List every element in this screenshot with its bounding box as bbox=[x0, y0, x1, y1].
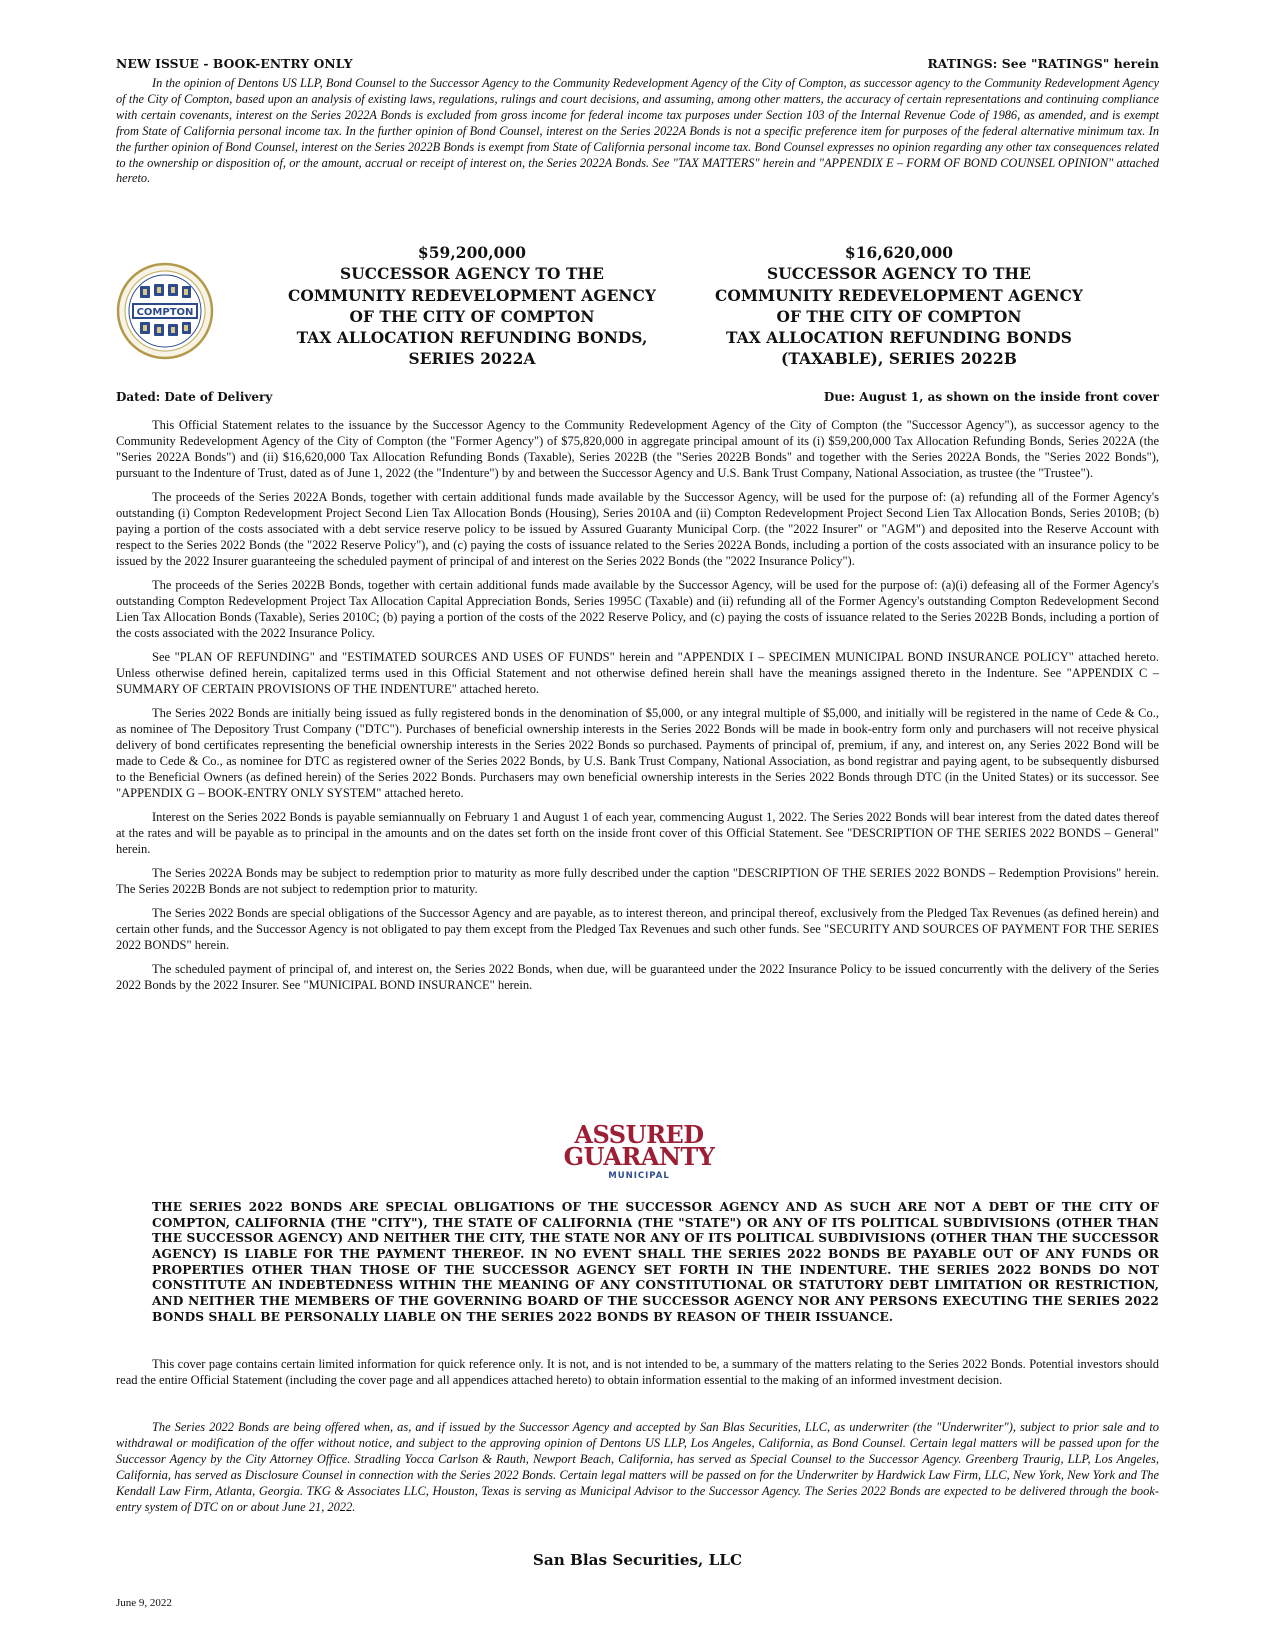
city-of-compton-seal bbox=[116, 262, 214, 360]
series-2022a-line: SUCCESSOR AGENCY TO THE bbox=[340, 265, 604, 284]
quick-reference-notice: This cover page contains certain limited information for quick reference only. It is not, and is not intended to be, a summary of the matters relating to the Series 2022 Bonds. Potential investors should read the entire Official Statement (including the cover page and all appendices attached hereto) to obtain information essential to the making of an informed investment decision. bbox=[116, 1357, 1159, 1388]
paragraph: Interest on the Series 2022 Bonds is payable semiannually on February 1 and August 1 of each year, commencing August 1, 2022. The Series 2022 Bonds will bear interest from the dated dates thereof at the rates and will be payable as to principal in the amounts and on the dates set forth on the inside front cover of this Official Statement. See "DESCRIPTION OF THE SERIES 2022 BONDS – General" herein. bbox=[116, 810, 1159, 857]
seal-text: COMPTON bbox=[136, 307, 194, 318]
seal-icon bbox=[116, 262, 214, 360]
series-2022b-line: COMMUNITY REDEVELOPMENT AGENCY bbox=[714, 286, 1084, 305]
paragraph: The Series 2022 Bonds are special obligations of the Successor Agency and are payable, as to interest thereon, and principal thereof, exclusively from the Pledged Tax Revenues (as defined herein) and certain other funds, and the Successor Agency is not obligated to pay them except from the Pledged Tax Revenues and such other funds. See "SECURITY AND SOURCES OF PAYMENT FOR THE SERIES 2022 BONDS" herein. bbox=[116, 905, 1159, 952]
series-2022a-line: TAX ALLOCATION REFUNDING BONDS, bbox=[296, 329, 648, 348]
logo-line-3: MUNICIPAL bbox=[608, 1171, 670, 1181]
paragraph: The proceeds of the Series 2022B Bonds, together with certain additional funds made available by the Successor Agency, will be used for the purpose of: (a)(i) defeasing all of the Former Agency's outstanding Compton Redevelopment Project Tax Allocation Capital Appreciation Bonds, Series 1995C (Taxable) and (ii) refunding all of the Former Agency's outstanding Compton Redevelopment Second Lien Tax Allocation Bonds (Taxable), Series 2010C; (b) paying a portion of the costs of the 2022 Reserve Policy, and (c) paying the costs of issuance related to the Series 2022B Bonds, including a portion of the costs associated with the 2022 Insurance Policy. bbox=[116, 578, 1159, 641]
issue-type-label: NEW ISSUE - BOOK-ENTRY ONLY bbox=[116, 56, 353, 71]
series-2022a-line: SERIES 2022A bbox=[408, 350, 536, 369]
series-2022b-line: (TAXABLE), SERIES 2022B bbox=[781, 350, 1017, 369]
body-text bbox=[116, 417, 1159, 1001]
special-obligations-notice: THE SERIES 2022 BONDS ARE SPECIAL OBLIGATIONS OF THE SUCCESSOR AGENCY AND AS SUCH ARE NOT A DEBT OF THE CITY OF COMPTON, CALIFORNIA (THE "CITY"), THE STATE OF CALIFORNIA (THE "STATE") OR ANY OF ITS POLITICAL SUBDIVISIONS (OTHER THAN THE SUCCESSOR AGENCY) AND NEITHER THE CITY, THE STATE NOR ANY OF ITS POLITICAL SUBDIVISIONS (OTHER THAN THE SUCCESSOR AGENCY) IS LIABLE FOR THE PAYMENT THEREOF. IN NO EVENT SHALL THE SERIES 2022 BONDS BE PAYABLE OUT OF ANY FUNDS OR PROPERTIES OTHER THAN THOSE OF THE SUCCESSOR AGENCY SET FORTH IN THE INDENTURE. THE SERIES 2022 BONDS DO NOT CONSTITUTE AN INDEBTEDNESS WITHIN THE MEANING OF ANY CONSTITUTIONAL OR STATUTORY DEBT LIMITATION OR RESTRICTION, AND NEITHER THE MEMBERS OF THE GOVERNING BOARD OF THE SUCCESSOR AGENCY NOR ANY PERSONS EXECUTING THE SERIES 2022 BONDS SHALL BE PERSONALLY LIABLE ON THE SERIES 2022 BONDS BY REASON OF THEIR ISSUANCE. bbox=[152, 1200, 1159, 1324]
offering-statement: The Series 2022 Bonds are being offered when, as, and if issued by the Successor Agency and accepted by San Blas Securities, LLC, as underwriter (the "Underwriter"), subject to prior sale and to withdrawal or modification of the offer without notice, and subject to the approving opinion of Dentons US LLP, Los Angeles, California, as Bond Counsel. Certain legal matters will be passed upon for the Successor Agency by the City Attorney Office. Stradling Yocca Carlson & Rauth, Newport Beach, California, has served as Special Counsel to the Successor Agency. Greenberg Traurig, LLP, Los Angeles, California, has served as Disclosure Counsel in connection with the Series 2022 Bonds. Certain legal matters will be passed on for the Underwriter by Hardwick Law Firm, LLC, New York, New York and The Kendall Law Firm, Atlanta, Georgia. TKG & Associates LLC, Houston, Texas is serving as Municipal Advisor to the Successor Agency. The Series 2022 Bonds are expected to be delivered through the book-entry system of DTC on or about June 21, 2022. bbox=[116, 1420, 1159, 1514]
series-2022a-line: COMMUNITY REDEVELOPMENT AGENCY bbox=[287, 286, 657, 305]
series-2022a-amount: $59,200,000 bbox=[417, 244, 527, 262]
dated-due-row bbox=[116, 390, 1159, 406]
official-statement-cover bbox=[116, 0, 1159, 1650]
underwriter-name: San Blas Securities, LLC bbox=[532, 1551, 743, 1569]
bond-counsel-opinion: In the opinion of Dentons US LLP, Bond Counsel to the Successor Agency to the Community Redevelopment Agency of the City of Compton, as successor agency to the Community Redevelopment Agency of the City of Compton, based upon an analysis of existing laws, regulations, rulings and court decisions, and assuming, among other matters, the accuracy of certain representations and continuing compliance with certain covenants, interest on the Series 2022A Bonds is excluded from gross income for federal income tax purposes under Section 103 of the Internal Revenue Code of 1986, as amended, and is exempt from State of California personal income tax. In the further opinion of Bond Counsel, interest on the Series 2022A Bonds is not a specific preference item for purposes of the federal alternative minimum tax. In the further opinion of Bond Counsel, interest on the Series 2022B Bonds is exempt from State of California personal income tax. Bond Counsel expresses no opinion regarding any other tax consequences related to the ownership or disposition of, or the amount, accrual or receipt of interest on, the Series 2022A Bonds. See "TAX MATTERS" herein and "APPENDIX E – FORM OF BOND COUNSEL OPINION" attached hereto. bbox=[116, 76, 1159, 186]
series-2022b-amount: $16,620,000 bbox=[844, 244, 954, 262]
series-2022b-line: SUCCESSOR AGENCY TO THE bbox=[767, 265, 1031, 284]
due-label: Due: August 1, as shown on the inside front cover bbox=[823, 390, 1159, 404]
paragraph: The Series 2022 Bonds are initially being issued as fully registered bonds in the denomination of $5,000, or any integral multiple of $5,000, and initially will be registered in the name of Cede & Co., as nominee of The Depository Trust Company ("DTC"). Purchases of beneficial ownership interests in the Series 2022 Bonds will be made in book-entry form only and purchasers will not receive physical delivery of bond certificates representing the beneficial ownership interests in the Series 2022 Bonds so purchased. Payments of principal of, premium, if any, and interest on, any Series 2022 Bond will be made to Cede & Co., as nominee for DTC as registered owner of the Series 2022 Bonds, by U.S. Bank Trust Company, National Association, as bond registrar and paying agent, to be subsequently disbursed to the Beneficial Owners (as defined herein) of the Series 2022 Bonds. Purchasers may own beneficial ownership interests in the Series 2022 Bonds through DTC (in the United States) or its successor. See "APPENDIX G – BOOK-ENTRY ONLY SYSTEM" attached hereto. bbox=[116, 705, 1159, 801]
logo-line-2: GUARANTY bbox=[563, 1142, 715, 1171]
statement-date: June 9, 2022 bbox=[116, 1597, 172, 1609]
series-2022b-title bbox=[699, 243, 1099, 371]
paragraph: This Official Statement relates to the issuance by the Successor Agency to the Community Redevelopment Agency of the City of Compton (the "Successor Agency"), as successor agency to the Community Redevelopment Agency of the City of Compton (the "Former Agency") of $75,820,000 in aggregate principal amount of its (i) $59,200,000 Tax Allocation Refunding Bonds, Series 2022A (the "Series 2022A Bonds") and (ii) $16,620,000 Tax Allocation Refunding Bonds (Taxable), Series 2022B (the "Series 2022B Bonds" and together with the Series 2022A Bonds, the "Series 2022 Bonds"), pursuant to the Indenture of Trust, dated as of June 1, 2022 (the "Indenture") by and between the Successor Agency and U.S. Bank Trust Company, National Association, as trustee (the "Trustee"). bbox=[116, 418, 1159, 481]
paragraph: The scheduled payment of principal of, and interest on, the Series 2022 Bonds, when due, will be guaranteed under the 2022 Insurance Policy to be issued concurrently with the delivery of the Series 2022 Bonds by the 2022 Insurer. See "MUNICIPAL BOND INSURANCE" herein. bbox=[116, 961, 1159, 992]
dated-label: Dated: Date of Delivery bbox=[116, 390, 273, 404]
paragraph: The Series 2022A Bonds may be subject to redemption prior to maturity as more fully described under the caption "DESCRIPTION OF THE SERIES 2022 BONDS – Redemption Provisions" herein. The Series 2022B Bonds are not subject to redemption prior to maturity. bbox=[116, 865, 1159, 896]
series-2022a-title bbox=[272, 243, 672, 371]
header-bar bbox=[116, 56, 1159, 74]
ratings-label: RATINGS: See "RATINGS" herein bbox=[927, 56, 1159, 71]
logo-line-1: ASSURED bbox=[574, 1120, 704, 1149]
series-2022b-line: OF THE CITY OF COMPTON bbox=[776, 307, 1022, 326]
paragraph: The proceeds of the Series 2022A Bonds, together with certain additional funds made available by the Successor Agency, will be used for the purpose of: (a) refunding all of the Former Agency's outstanding (i) Compton Redevelopment Project Second Lien Tax Allocation Bonds (Housing), Series 2010A and (ii) Compton Redevelopment Project Second Lien Tax Allocation Bonds, Series 2010B; (b) paying a portion of the costs associated with a debt service reserve policy to be issued by Assured Guaranty Municipal Corp. (the "2022 Insurer" or "AGM") and deposited into the Reserve Account with respect to the Series 2022 Bonds (the "2022 Reserve Policy"), and (c) paying the costs of issuance related to the Series 2022A Bonds, including a portion of the costs associated with an insurance policy to be issued by the 2022 Insurer guaranteeing the scheduled payment of principal of and interest on the Series 2022 Bonds (the "2022 Insurance Policy"). bbox=[116, 489, 1159, 569]
series-2022a-line: OF THE CITY OF COMPTON bbox=[349, 307, 595, 326]
assured-guaranty-logo bbox=[544, 1120, 734, 1192]
series-2022b-line: TAX ALLOCATION REFUNDING BONDS bbox=[726, 329, 1072, 348]
paragraph: See "PLAN OF REFUNDING" and "ESTIMATED SOURCES AND USES OF FUNDS" herein and "APPENDIX I – SPECIMEN MUNICIPAL BOND INSURANCE POLICY" attached hereto. Unless otherwise defined herein, capitalized terms used in this Official Statement and not otherwise defined herein shall have the meanings assigned thereto in the Indenture. See "APPENDIX C – SUMMARY OF CERTAIN PROVISIONS OF THE INDENTURE" attached hereto. bbox=[116, 650, 1159, 697]
